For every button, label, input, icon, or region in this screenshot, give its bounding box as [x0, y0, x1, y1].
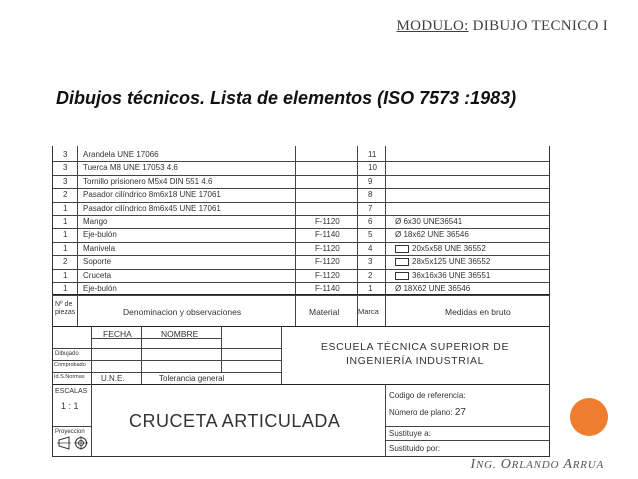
part-medida — [395, 285, 470, 293]
part-qty: 2 — [63, 190, 68, 200]
projection-symbol-icon — [57, 436, 91, 450]
label-normas: Id.S.Normas — [54, 374, 85, 380]
header-medidas: Medidas en bruto — [445, 307, 511, 317]
numero-plano-label: Número de plano: — [389, 408, 453, 417]
part-qty: 1 — [63, 217, 68, 226]
label-escalas: ESCALAS — [55, 388, 88, 395]
author-part-1: NG. — [476, 459, 497, 471]
part-qty: 1 — [63, 203, 68, 213]
part-material: F-1140 — [315, 230, 340, 240]
label-fecha: FECHA — [103, 329, 132, 339]
numero-plano-value: 27 — [454, 407, 466, 418]
part-qty: 1 — [63, 230, 68, 240]
author-initial-2: O — [500, 457, 512, 472]
part-medida-text: Ø 18x62 UNE 36546 — [395, 230, 469, 240]
label-sustituye: Sustituye a: — [389, 429, 431, 438]
part-medida — [395, 258, 490, 266]
part-denominacion: Pasador cilíndrico 8m6x45 UNE 17061 — [83, 203, 221, 213]
part-marca: 5 — [368, 230, 373, 240]
author-initial-3: A — [563, 457, 573, 472]
part-marca: 3 — [368, 257, 373, 267]
part-marca: 8 — [368, 190, 373, 200]
part-marca: 2 — [368, 270, 373, 280]
part-qty: 1 — [63, 270, 68, 280]
part-medida — [395, 245, 486, 253]
part-denominacion: Manivela — [83, 243, 116, 253]
part-qty: 1 — [63, 284, 68, 293]
part-denominacion: Pasador cilíndrico 8m6x18 UNE 17061 — [83, 190, 221, 200]
label-proyeccion: Proyeccion — [55, 429, 85, 435]
part-material: F-1140 — [315, 284, 340, 293]
part-medida-text: Ø 6x30 UNE36541 — [395, 217, 463, 226]
header-denominacion: Denominacion y observaciones — [123, 307, 242, 317]
rectangle-section-icon — [395, 258, 409, 266]
part-medida — [395, 272, 490, 280]
scale-value: 1 : 1 — [61, 401, 79, 411]
part-denominacion: Tornillo prisionero M5x4 DIN 551 4.6 — [83, 176, 213, 186]
part-marca: 7 — [368, 203, 373, 213]
module-name: DIBUJO TECNICO I — [468, 18, 608, 34]
part-denominacion: Eje-bulón — [83, 230, 117, 240]
school-line-2: INGENIERÍA INDUSTRIAL — [345, 355, 485, 368]
part-material: F-1120 — [315, 270, 340, 280]
drawing-title: CRUCETA ARTICULADA — [129, 411, 341, 431]
header-marca: Marca — [358, 307, 379, 316]
drawing-sheet — [52, 146, 550, 457]
part-medida-text: 36x16x36 UNE 36551 — [412, 270, 491, 280]
module-header — [396, 18, 608, 35]
author-part-3: RRUA — [572, 459, 604, 471]
part-qty: 2 — [63, 257, 68, 267]
label-numero-plano — [389, 408, 466, 418]
author-name — [471, 457, 604, 473]
part-qty: 3 — [63, 163, 68, 173]
part-material: F-1120 — [315, 243, 340, 253]
author-initial-1: I — [470, 457, 476, 472]
part-denominacion: Eje-bulón — [83, 284, 117, 293]
part-medida — [395, 218, 462, 226]
part-qty: 1 — [63, 243, 68, 253]
label-une: U.N.E. — [101, 374, 125, 383]
part-medida-text: 20x5x58 UNE 36552 — [412, 243, 486, 253]
part-marca: 4 — [368, 243, 373, 253]
part-marca: 9 — [368, 176, 373, 186]
part-medida-text: Ø 18X62 UNE 36546 — [395, 284, 471, 293]
author-part-2: RLANDO — [511, 459, 560, 471]
rectangle-section-icon — [395, 272, 409, 280]
school-name — [285, 340, 545, 368]
part-marca: 10 — [368, 163, 377, 173]
label-tolerancia: Tolerancia general — [159, 374, 225, 383]
label-comprobado: Comprobado — [54, 362, 86, 368]
rectangle-section-icon — [395, 245, 409, 253]
part-material: F-1120 — [315, 217, 340, 226]
header-material: Material — [309, 307, 340, 317]
slide-title: Dibujos técnicos. Lista de elementos (ISO 7573 :1983) — [56, 88, 517, 108]
part-medida — [395, 231, 469, 239]
part-marca: 11 — [368, 150, 377, 159]
orange-decor-circle — [570, 398, 608, 436]
part-marca: 1 — [368, 284, 373, 293]
part-denominacion: Mango — [83, 217, 108, 226]
label-nombre: NOMBRE — [161, 329, 199, 339]
part-medida-text: 28x5x125 UNE 36552 — [412, 257, 491, 267]
part-denominacion: Tuerca M8 UNE 17053 4.6 — [83, 163, 178, 173]
part-material: F-1120 — [315, 257, 340, 267]
part-qty: 3 — [63, 176, 68, 186]
part-denominacion: Soporte — [83, 257, 112, 267]
header-piezas: Nº de piezas — [55, 301, 76, 317]
part-denominacion: Arandela UNE 17066 — [83, 150, 159, 159]
school-line-1: ESCUELA TÉCNICA SUPERIOR DE — [320, 341, 510, 353]
part-qty: 3 — [63, 150, 68, 159]
module-label: MODULO: — [396, 18, 469, 34]
label-dibujado: Dibujado — [55, 351, 79, 357]
part-denominacion: Cruceta — [83, 270, 112, 280]
label-codigo: Codigo de referencia: — [389, 391, 466, 400]
label-sustituido: Sustituido por: — [389, 444, 441, 453]
part-marca: 6 — [368, 217, 373, 226]
